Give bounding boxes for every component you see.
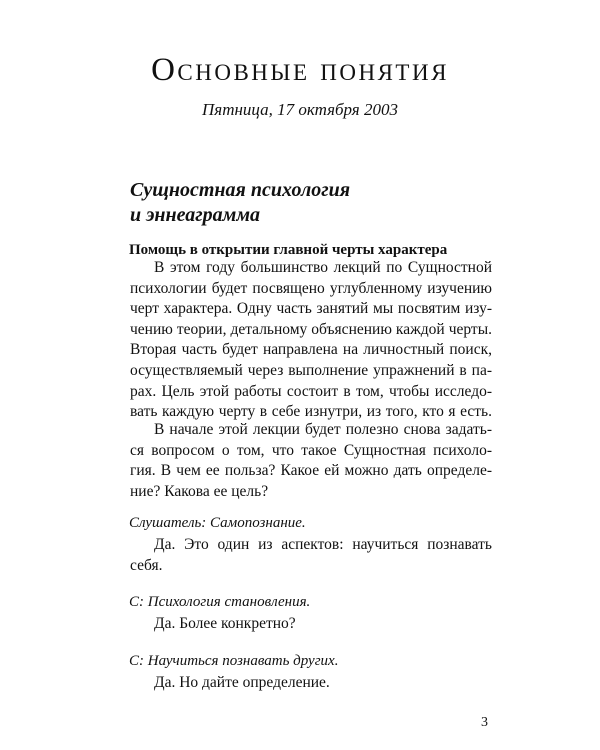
dialogue-answer-line: Да. Это один из аспектов: научиться познавать <box>154 536 492 553</box>
section-title <box>130 178 510 228</box>
dialogue-answer-3 <box>130 673 492 694</box>
paragraph-1-line: осуществляемый через выполнение упражнений в па- <box>130 361 492 379</box>
paragraph-1-line: психологии будет посвящено углубленному изучению <box>130 279 492 297</box>
paragraph-1-line: черт характера. Одну часть занятий мы посвятим изу- <box>130 300 492 318</box>
dialogue-question-3: С: Научиться познавать других. <box>129 653 339 669</box>
dialogue-answer-2 <box>130 614 492 635</box>
section-title-line-1: Сущностная психология <box>130 179 351 201</box>
paragraph-2 <box>130 420 492 502</box>
paragraph-1-line: чению теории, детальному объяснению каждой черты. <box>130 320 492 338</box>
dialogue-question-1: Слушатель: Самопознание. <box>129 515 306 531</box>
paragraph-1-line: В этом году большинство лекций по Сущностной <box>154 259 492 276</box>
paragraph-1-line: рах. Цель этой работы состоит в том, чтобы исследо- <box>130 382 492 400</box>
paragraph-2-line: ся вопросом о том, что такое Сущностная психоло- <box>130 441 492 459</box>
dialogue-answer-line: Да. Но дайте определение. <box>154 674 330 691</box>
section-title-line-2: и эннеаграмма <box>130 204 261 226</box>
paragraph-2-line: В начале этой лекции будет полезно снова задать- <box>154 421 492 438</box>
subheading: Помощь в открытии главной черты характера <box>129 242 448 258</box>
paragraph-2-line: гия. В чем ее польза? Какое ей можно дать определе- <box>130 462 492 480</box>
dialogue-answer-1 <box>130 535 492 576</box>
page-number: 3 <box>481 715 488 730</box>
paragraph-1-line: Вторая часть будет направлена на личностный поиск, <box>130 341 492 359</box>
chapter-title: Основные понятия <box>151 52 449 88</box>
dialogue-question-2: С: Психология становления. <box>129 594 311 610</box>
dialogue-answer-line: себя. <box>130 556 163 574</box>
paragraph-1-line: вать каждую черту в себе изнутри, из того, кто я есть. <box>130 403 492 421</box>
paragraph-1 <box>130 258 492 423</box>
chapter-date: Пятница, 17 октября 2003 <box>202 100 398 119</box>
paragraph-2-line: ние? Какова ее цель? <box>130 482 269 500</box>
dialogue-answer-line: Да. Более конкретно? <box>154 615 296 632</box>
